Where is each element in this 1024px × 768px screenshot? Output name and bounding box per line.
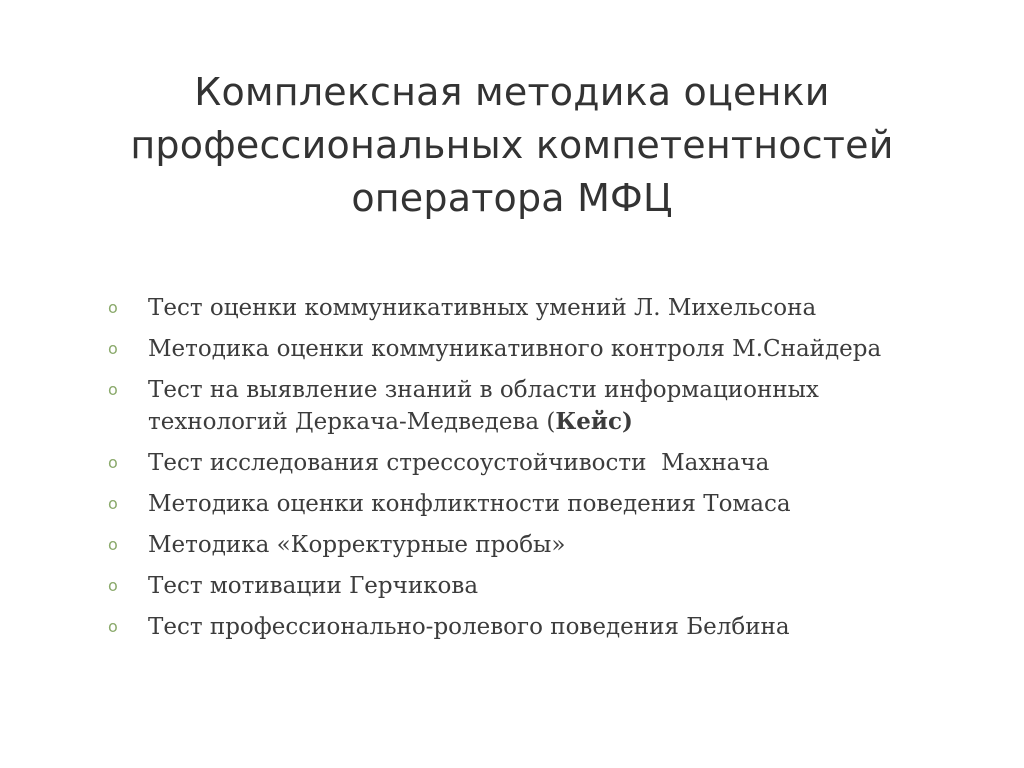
list-item-text: Тест оценки коммуникативных умений Л. Михельсона <box>148 295 817 321</box>
title-line-2: профессиональных компетентностей <box>130 123 894 167</box>
list-item-text: Тест мотивации Герчикова <box>148 573 479 599</box>
circle-bullet-icon: o <box>108 298 118 317</box>
list-item <box>108 529 958 561</box>
list-item <box>108 374 958 438</box>
list-item-text: Тест исследования стрессоустойчивости Махнача <box>148 450 770 476</box>
circle-bullet-icon: o <box>108 576 118 595</box>
circle-bullet-icon: o <box>108 535 118 554</box>
title-line-1: Комплексная методика оценки <box>194 70 830 114</box>
list-item-text: Методика оценки коммуникативного контроля М.Снайдера <box>148 336 882 362</box>
list-item-text-line-1: Тест на выявление знаний в области информационных <box>148 377 819 403</box>
circle-bullet-icon: o <box>108 453 118 472</box>
methods-list <box>108 292 958 652</box>
list-item <box>108 447 958 479</box>
circle-bullet-icon: o <box>108 617 118 636</box>
list-item <box>108 488 958 520</box>
list-item-text: Тест профессионально-ролевого поведения Белбина <box>148 614 790 640</box>
list-item-text-line-2 <box>148 406 958 438</box>
list-item-text: Методика «Корректурные пробы» <box>148 532 566 558</box>
list-item-text: Методика оценки конфликтности поведения Томаса <box>148 491 791 517</box>
circle-bullet-icon: o <box>108 494 118 513</box>
list-item <box>108 611 958 643</box>
list-item <box>108 333 958 365</box>
list-item-text-prefix: технологий Деркача-Медведева ( <box>148 409 556 435</box>
list-item <box>108 292 958 324</box>
title-line-3: оператора МФЦ <box>351 176 673 220</box>
list-item <box>108 570 958 602</box>
slide-title <box>80 66 944 225</box>
case-label: Кейс) <box>555 408 633 435</box>
circle-bullet-icon: o <box>108 380 118 399</box>
circle-bullet-icon: o <box>108 339 118 358</box>
